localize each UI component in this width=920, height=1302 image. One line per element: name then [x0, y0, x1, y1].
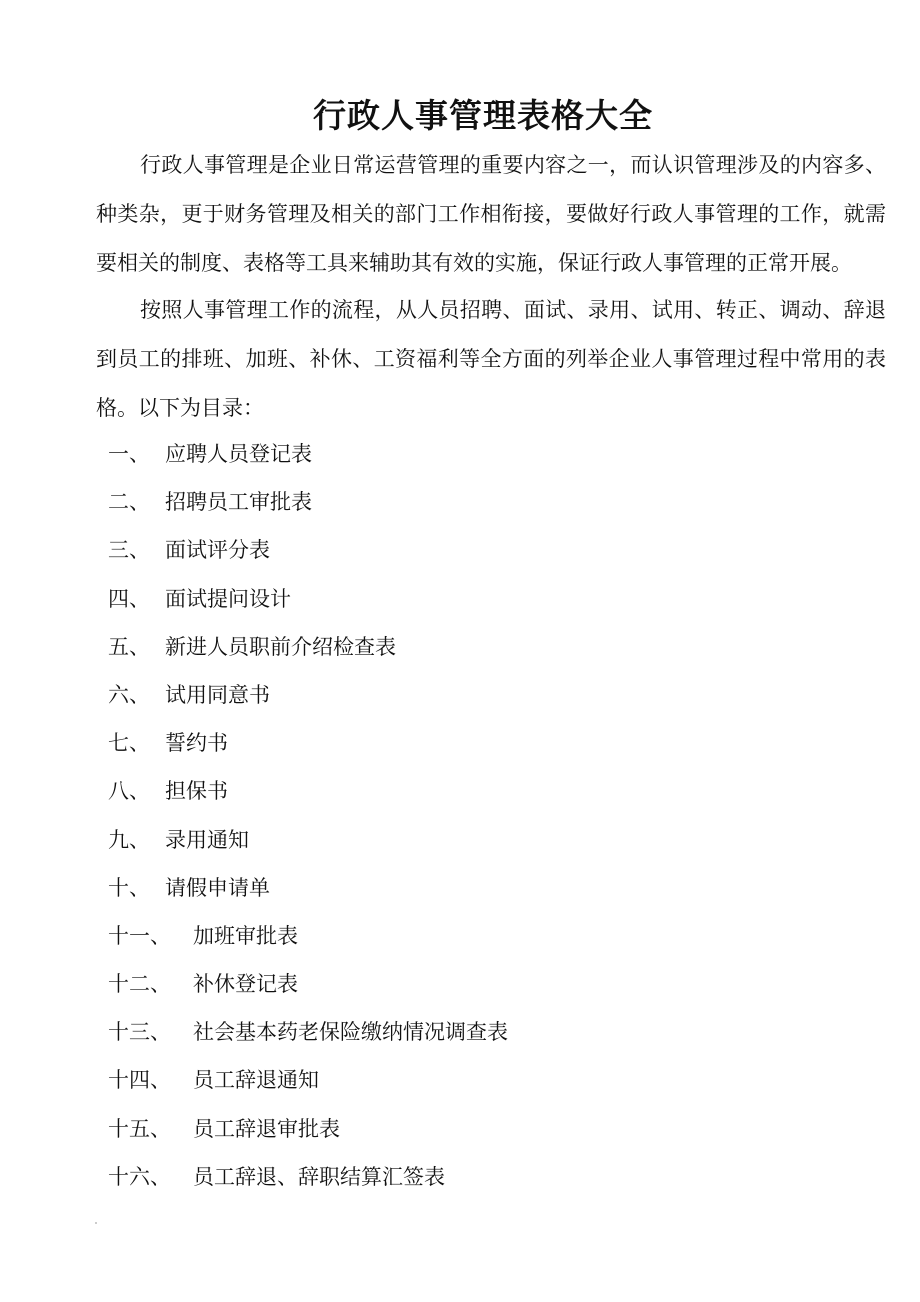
toc-item: [108, 1056, 508, 1104]
toc-item-number: 九、: [108, 827, 150, 852]
toc-item-number: 三、: [108, 538, 150, 563]
toc-item-label: 社会基本药老保险缴纳情况调查表: [193, 1020, 508, 1045]
toc-item-number: 四、: [108, 586, 150, 611]
toc-item-label: 员工辞退审批表: [193, 1116, 340, 1141]
toc-item: [108, 623, 508, 671]
page-mark: [95, 1222, 97, 1224]
toc-item: [108, 1008, 508, 1056]
toc-item-label: 员工辞退、辞职结算汇签表: [193, 1164, 445, 1189]
toc-item: [108, 526, 508, 574]
intro-paragraph: 行政人事管理是企业日常运营管理的重要内容之一，而认识管理涉及的内容多、种类杂，更于财务管理及相关的部门工作相衔接，要做好行政人事管理的工作，就需要相关的制度、表格等工具来辅助其有效的实施，保证行政人事管理的正常开展。: [96, 153, 886, 275]
toc-item-label: 请假申请单: [165, 875, 270, 900]
toc-item-label: 补休登记表: [193, 972, 298, 997]
toc-item: [108, 671, 508, 719]
toc-item: [108, 912, 508, 960]
table-of-contents: [108, 430, 508, 1201]
toc-item-number: 十五、: [108, 1116, 171, 1141]
toc-item: [108, 960, 508, 1008]
toc-item-number: 十一、: [108, 923, 171, 948]
toc-item-number: 六、: [108, 682, 150, 707]
toc-item: [108, 816, 508, 864]
document-title: 行政人事管理表格大全: [313, 96, 653, 135]
toc-item-label: 加班审批表: [193, 923, 298, 948]
toc-item-number: 十二、: [108, 972, 171, 997]
toc-item-number: 十六、: [108, 1164, 171, 1189]
toc-item-number: 一、: [108, 442, 150, 466]
toc-item-number: 七、: [108, 731, 150, 756]
toc-item: [108, 864, 508, 912]
toc-item: [108, 1105, 508, 1153]
toc-item: [108, 430, 508, 478]
toc-item-number: 十四、: [108, 1068, 171, 1093]
toc-item-label: 面试评分表: [165, 538, 270, 563]
toc-item-label: 试用同意书: [165, 682, 270, 707]
toc-item-number: 十、: [108, 875, 150, 900]
toc-item-label: 新进人员职前介绍检查表: [165, 634, 396, 659]
toc-item: [108, 575, 508, 623]
toc-item: [108, 1153, 508, 1201]
toc-item-label: 面试提问设计: [165, 586, 291, 611]
toc-item-label: 担保书: [165, 779, 228, 804]
toc-item-number: 五、: [108, 634, 150, 659]
toc-item-number: 二、: [108, 490, 150, 515]
toc-item-label: 招聘员工审批表: [165, 490, 312, 515]
toc-item: [108, 478, 508, 526]
toc-item-number: 八、: [108, 779, 150, 804]
toc-item: [108, 767, 508, 815]
toc-item-label: 员工辞退通知: [193, 1068, 319, 1093]
process-paragraph: 按照人事管理工作的流程，从人员招聘、面试、录用、试用、转正、调动、辞退到员工的排班、加班、补休、工资福利等全方面的列举企业人事管理过程中常用的表格。以下为目录：: [96, 298, 886, 420]
toc-item-label: 应聘人员登记表: [165, 442, 312, 466]
toc-item-label: 录用通知: [165, 827, 249, 852]
toc-item-label: 誓约书: [165, 731, 228, 756]
toc-item-number: 十三、: [108, 1020, 171, 1045]
toc-item: [108, 719, 508, 767]
